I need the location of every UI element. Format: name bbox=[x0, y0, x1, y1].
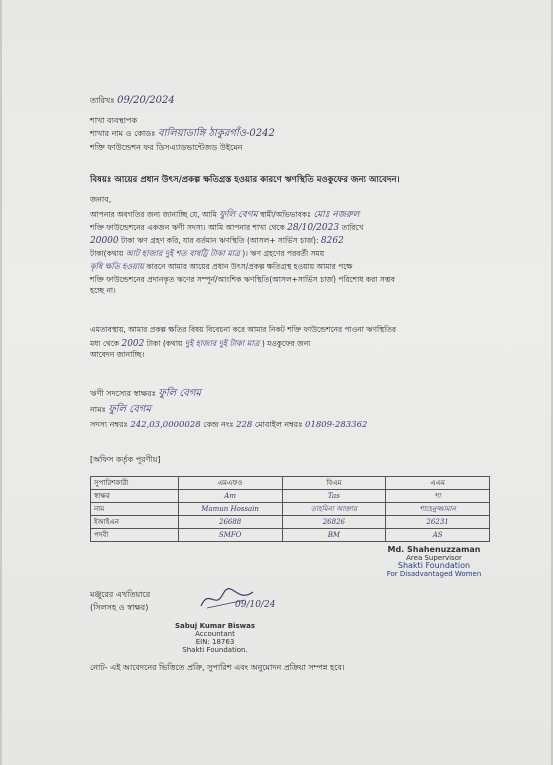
stamp-org-sub: For Disadvantaged Women bbox=[386, 570, 482, 578]
table-row bbox=[91, 529, 490, 542]
footer-note: নোট- এই আবেদনের ভিত্তিতে প্রক্রি, সুপারিশ এবং অনুমোদন প্রক্রিয়া সম্পন্ন হবে। bbox=[90, 663, 345, 672]
member-sign-label: ঋণী সদস্যের স্বাক্ষরঃ bbox=[90, 389, 156, 398]
p2-text-b: মধ্য থেকে bbox=[90, 339, 120, 348]
document-page bbox=[2, 0, 551, 765]
accountant-title: Accountant bbox=[195, 630, 235, 638]
recipient-title: শাখা ব্যবস্থাপক bbox=[90, 116, 138, 125]
p1-text-c: শক্তি ফাউন্ডেশনের একজন ঋণী সদস্য। আমি আপনার শাখা থেকে bbox=[90, 223, 285, 232]
area-supervisor-stamp bbox=[374, 546, 494, 578]
subject: বিষয়ঃ আয়ের প্রধান উৎস/প্রকল্প ক্ষতিগ্রস্ত হওয়ার কারণে ঋণস্থিতি মওকুফের জন্য আবেদন। bbox=[90, 175, 400, 185]
accountant-name: Sabuj Kumar Biswas bbox=[174, 622, 256, 630]
table-cell: AS bbox=[386, 529, 490, 542]
table-cell: BM bbox=[282, 529, 386, 542]
member-no-label: সদস্য নম্বরঃ bbox=[90, 420, 128, 429]
branch-value: বালিয়াডাঙ্গি ঠাকুরগাঁও-0242 bbox=[157, 128, 275, 139]
mobile-label: মোবাইল নম্বরঃ bbox=[254, 420, 303, 429]
table-header: এএম bbox=[386, 477, 490, 490]
waive-amount-hw: 2002 bbox=[121, 339, 145, 349]
member-details-line bbox=[90, 420, 367, 430]
p1-text-d: তারিখে bbox=[341, 223, 364, 232]
mobile-hw: 01809-283362 bbox=[305, 420, 368, 430]
row-label: নাম bbox=[91, 503, 179, 516]
member-name-hw: ফুলি বেগম bbox=[108, 404, 151, 415]
center-label: কেন্দ্র নংঃ bbox=[203, 420, 234, 429]
applicant-name-hw: ফুলি বেগম bbox=[219, 210, 258, 220]
balance-words-hw: আট হাজার দুই শত বাষট্টি টাকা মাত্র bbox=[125, 249, 240, 258]
table-row bbox=[91, 503, 490, 516]
table-cell: SMFO bbox=[178, 529, 282, 542]
recommendation-table bbox=[90, 476, 490, 542]
p1-text-f: টাকা(কথায় bbox=[90, 249, 124, 258]
balance-hw: 8262 bbox=[320, 236, 344, 246]
org-line: শক্তি ফাউন্ডেশন ফর ডিসএ্যাডভান্টেজড উইমেন bbox=[90, 143, 243, 152]
table-cell: Tas bbox=[282, 490, 386, 503]
date-label: তারিখঃ bbox=[90, 96, 115, 105]
row-label: স্বাক্ষর bbox=[91, 490, 179, 503]
approver-sign-date: 09/10/24 bbox=[235, 600, 276, 610]
member-name-line bbox=[90, 405, 151, 415]
table-cell: তাহমিনা আক্তার bbox=[282, 503, 386, 516]
p1-text-e: টাকা ঋণ গ্রহণ করি, যার বর্তমান ঋণস্থিতি (আসল+ সার্ভিস চার্জ): bbox=[121, 236, 319, 245]
table-cell: 26688 bbox=[178, 516, 282, 529]
table-cell: শাহেনুজ্জামান bbox=[386, 503, 490, 516]
table-cell: Mamun Hossain bbox=[178, 503, 282, 516]
member-signature: ফুলি বেগম bbox=[158, 388, 201, 399]
p1-text-h: কারনে আমার আয়ের প্রধান উৎস/প্রকল্প ক্ষতিগ্রস্থ হওয়ায় আমার পক্ষে bbox=[146, 262, 353, 271]
p1-text-i: শক্তি ফাউন্ডেশনের প্রদানকৃত ঋণের সম্পূর্ন/আংশিক ঋণস্থিতি(আসল+সার্ভিস চার্জ) পরিশোধ করা সম্ভব bbox=[90, 275, 395, 284]
accountant-ein: EIN: 18763 bbox=[195, 638, 235, 646]
table-header-row bbox=[91, 477, 490, 490]
table-cell: 26826 bbox=[282, 516, 386, 529]
row-label: ইআইএন bbox=[91, 516, 179, 529]
loan-date-hw: 28/10/2023 bbox=[287, 223, 340, 233]
p1-text-b: স্বামী/অভিভাবকঃ bbox=[260, 210, 312, 219]
date-value: 09/20/2024 bbox=[117, 95, 175, 106]
stamp-title: Area Supervisor bbox=[406, 554, 462, 562]
salutation: জনাব, bbox=[90, 195, 112, 204]
table-header: সুপারিশকারী bbox=[91, 477, 179, 490]
p2-text-d: ) মওকুফের জন্য bbox=[261, 339, 311, 348]
accountant-stamp bbox=[160, 622, 270, 654]
p1-text-g: )। ঋণ গ্রহণের পরবর্তী সময় bbox=[242, 249, 325, 258]
table-cell: শা bbox=[386, 490, 490, 503]
accountant-org: Shakti Foundation. bbox=[182, 646, 248, 654]
stamp-org: Shakti Foundation bbox=[397, 561, 471, 570]
approver-label: মঞ্জুরের এখতিয়ারে bbox=[90, 590, 151, 599]
p1-text-a: আপনার অবগতির জন্য জানাচ্ছি যে, আমি bbox=[90, 210, 217, 219]
waive-words-hw: দুই হাজার দুই টাকা মাত্র bbox=[184, 339, 260, 348]
body-paragraph-1 bbox=[90, 210, 482, 296]
approver-sub-label: (সিলসহ ও স্বাক্ষর) bbox=[90, 603, 149, 612]
branch-label: শাখার নাম ও কোডঃ bbox=[90, 129, 156, 138]
table-row bbox=[91, 490, 490, 503]
amount-hw: 20000 bbox=[90, 236, 119, 246]
guardian-hw: মোঃ নজরুল bbox=[313, 210, 360, 220]
member-no-hw: 242,03,0000028 bbox=[130, 420, 201, 430]
stamp-name: Md. Shahenuzzaman bbox=[387, 545, 481, 554]
office-heading: [অফিস কর্তৃক পূরণীয়] bbox=[90, 455, 161, 464]
p2-text-e: আবেদন জানাচ্ছি। bbox=[90, 350, 145, 359]
reason-hw: কৃষি ক্ষতি হওয়ায় bbox=[90, 262, 144, 271]
center-hw: 228 bbox=[236, 420, 253, 430]
p1-text-j: হচ্ছে না। bbox=[90, 286, 116, 295]
table-header: এমএফও bbox=[178, 477, 282, 490]
table-cell: Am bbox=[178, 490, 282, 503]
branch-line bbox=[90, 129, 275, 139]
table-cell: 26231 bbox=[386, 516, 490, 529]
body-paragraph-2 bbox=[90, 325, 482, 360]
table-header: বিএম bbox=[282, 477, 386, 490]
row-label: পদবী bbox=[91, 529, 179, 542]
table-row bbox=[91, 516, 490, 529]
member-name-label: নামঃ bbox=[90, 405, 106, 414]
date-line bbox=[90, 96, 175, 106]
p2-text-a: এমতাবস্থায়, আমার প্রকল্প ক্ষতির বিষয় বিবেচনা করে আমার নিকট শক্তি ফাউন্ডেশনের পাওনা ঋণস্থিতির bbox=[90, 325, 397, 334]
p2-text-c: টাকা (কথায় bbox=[146, 339, 183, 348]
member-sign-line bbox=[90, 389, 201, 399]
